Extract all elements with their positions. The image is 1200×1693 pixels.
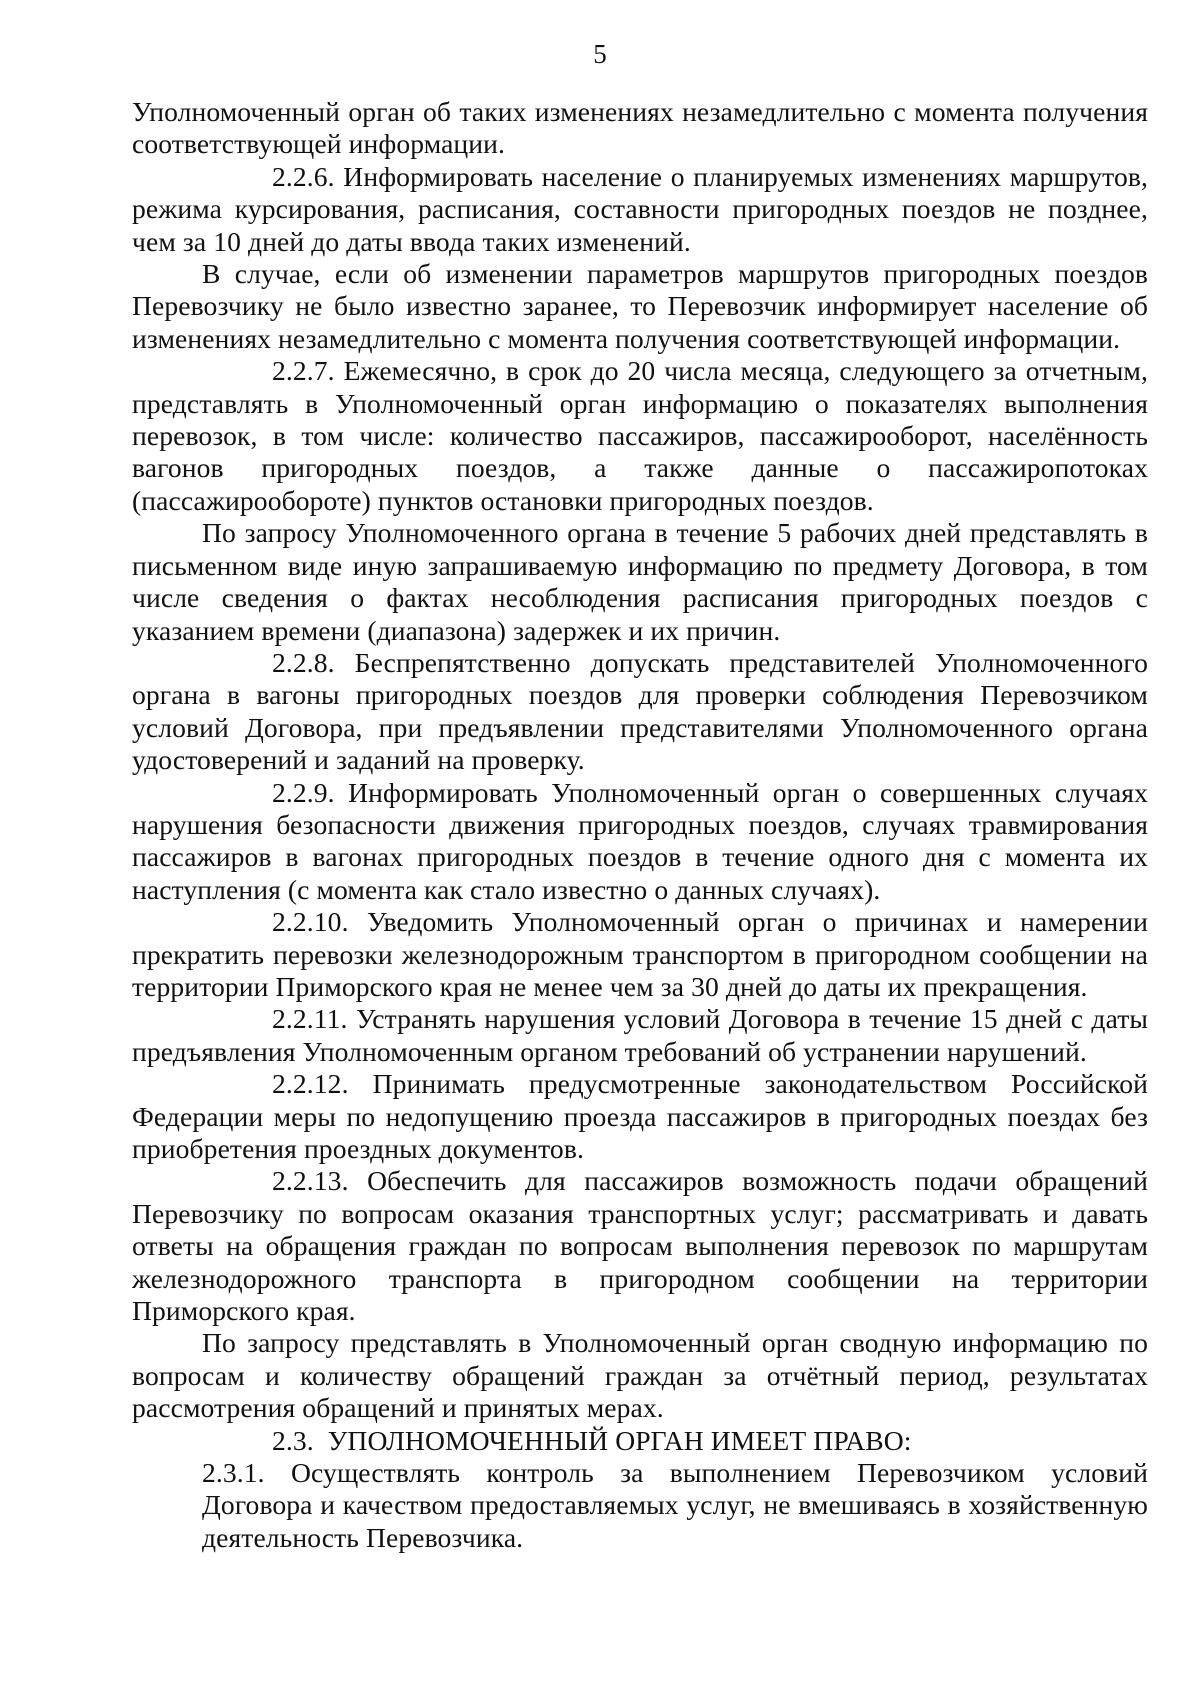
clause-2-2-13	[132, 1165, 1148, 1327]
clause-2-3-1	[202, 1457, 1148, 1554]
paragraph-text: В случае, если об изменении параметров маршрутов пригородных поездов Перевозчику не было известно заранее, то Перевозчик информирует население об изменениях незамедлительно с момента получения соответствующей информации.	[132, 258, 1148, 354]
clause-number: 2.2.12.	[272, 1068, 349, 1100]
clause-text: Обеспечить для пассажиров возможность подачи обращений Перевозчику по вопросам оказания транспортных услуг; рассматривать и давать ответы на обращения граждан по вопросам выполнения перевозок по маршрутам железнодорожного транспорта в пригородном сообщении на территории Приморского края.	[132, 1165, 1148, 1327]
clause-text: Уведомить Уполномоченный орган о причинах и намерении прекратить перевозки железнодорожным транспортом в пригородном сообщении на территории Приморского края не менее чем за 30 дней до даты их прекращения.	[132, 906, 1148, 1002]
clause-number: 2.2.11.	[272, 1003, 348, 1035]
clause-number: 2.2.7.	[272, 355, 335, 387]
paragraph-text: Уполномоченный орган об таких изменениях незамедлительно с момента получения соответствующей информации.	[132, 96, 1148, 160]
clause-2-2-12	[132, 1068, 1148, 1165]
clause-text: Принимать предусмотренные законодательством Российской Федерации меры по недопущению проезда пассажиров в пригородных поездах без приобретения проездных документов.	[132, 1068, 1149, 1164]
clause-number: 2.3.1.	[202, 1457, 265, 1489]
section-number: 2.3.	[272, 1424, 314, 1456]
clause-number: 2.2.6.	[272, 160, 335, 192]
clause-2-2-7	[132, 355, 1148, 517]
page-number: 5	[593, 39, 607, 69]
paragraph-parameter-changes	[132, 258, 1148, 355]
paragraph-summary-info	[132, 1327, 1148, 1424]
clause-number: 2.2.9.	[272, 776, 335, 808]
paragraph-continuation	[132, 96, 1148, 161]
section-title: УПОЛНОМОЧЕННЫЙ ОРГАН ИМЕЕТ ПРАВО:	[327, 1424, 912, 1456]
clause-2-2-9	[132, 777, 1148, 907]
clause-text: Устранять нарушения условий Договора в течение 15 дней с даты предъявления Уполномоченным органом требований об устранении нарушений.	[132, 1003, 1149, 1067]
document-body	[132, 96, 1148, 1554]
paragraph-text: По запросу Уполномоченного органа в течение 5 рабочих дней представлять в письменном виде иную запрашиваемую информацию по предмету Договора, в том числе сведения о фактах несоблюдения расписания пригородных поездов с указанием времени (диапазона) задержек и их причин.	[132, 517, 1148, 646]
clause-2-2-8	[132, 647, 1148, 777]
clause-text: Информировать Уполномоченный орган о совершенных случаях нарушения безопасности движения пригородных поездов, случаях травмирования пассажиров в вагонах пригородных поездов в течение одного дня с момента их наступления (с момента как стало известно о данных случаях).	[132, 776, 1148, 905]
clause-number: 2.2.8.	[272, 646, 335, 678]
clause-number: 2.2.10.	[272, 906, 349, 938]
paragraph-text: По запросу представлять в Уполномоченный орган сводную информацию по вопросам и количеству обращений граждан за отчётный период, результатах рассмотрения обращений и принятых мерах.	[132, 1327, 1148, 1424]
clause-2-2-10	[132, 906, 1148, 1003]
clause-2-2-6	[132, 161, 1148, 258]
clause-text: Ежемесячно, в срок до 20 числа месяца, следующего за отчетным, представлять в Уполномоченный орган информацию о показателях выполнения перевозок, в том числе: количество пассажиров, пассажирооборот, населённость вагонов пригородных поездов, а также данные о пассажиропотоках (пассажирообороте) пунктов остановки пригородных поездов.	[132, 355, 1148, 516]
clause-2-2-11	[132, 1003, 1148, 1068]
clause-text: Осуществлять контроль за выполнением Перевозчиком условий Договора и качеством предоставляемых услуг, не вмешиваясь в хозяйственную деятельность Перевозчика.	[202, 1457, 1149, 1553]
clause-text: Информировать население о планируемых изменениях маршрутов, режима курсирования, расписания, составности пригородных поездов не позднее, чем за 10 дней до даты ввода таких изменений.	[132, 160, 1149, 257]
section-heading-2-3	[132, 1425, 1148, 1457]
clause-text: Беспрепятственно допускать представителей Уполномоченного органа в вагоны пригородных поездов для проверки соблюдения Перевозчиком условий Договора, при предъявлении представителями Уполномоченного органа удостоверений и заданий на проверку.	[132, 646, 1149, 776]
paragraph-request-info	[132, 517, 1148, 647]
clause-number: 2.2.13.	[272, 1165, 349, 1197]
